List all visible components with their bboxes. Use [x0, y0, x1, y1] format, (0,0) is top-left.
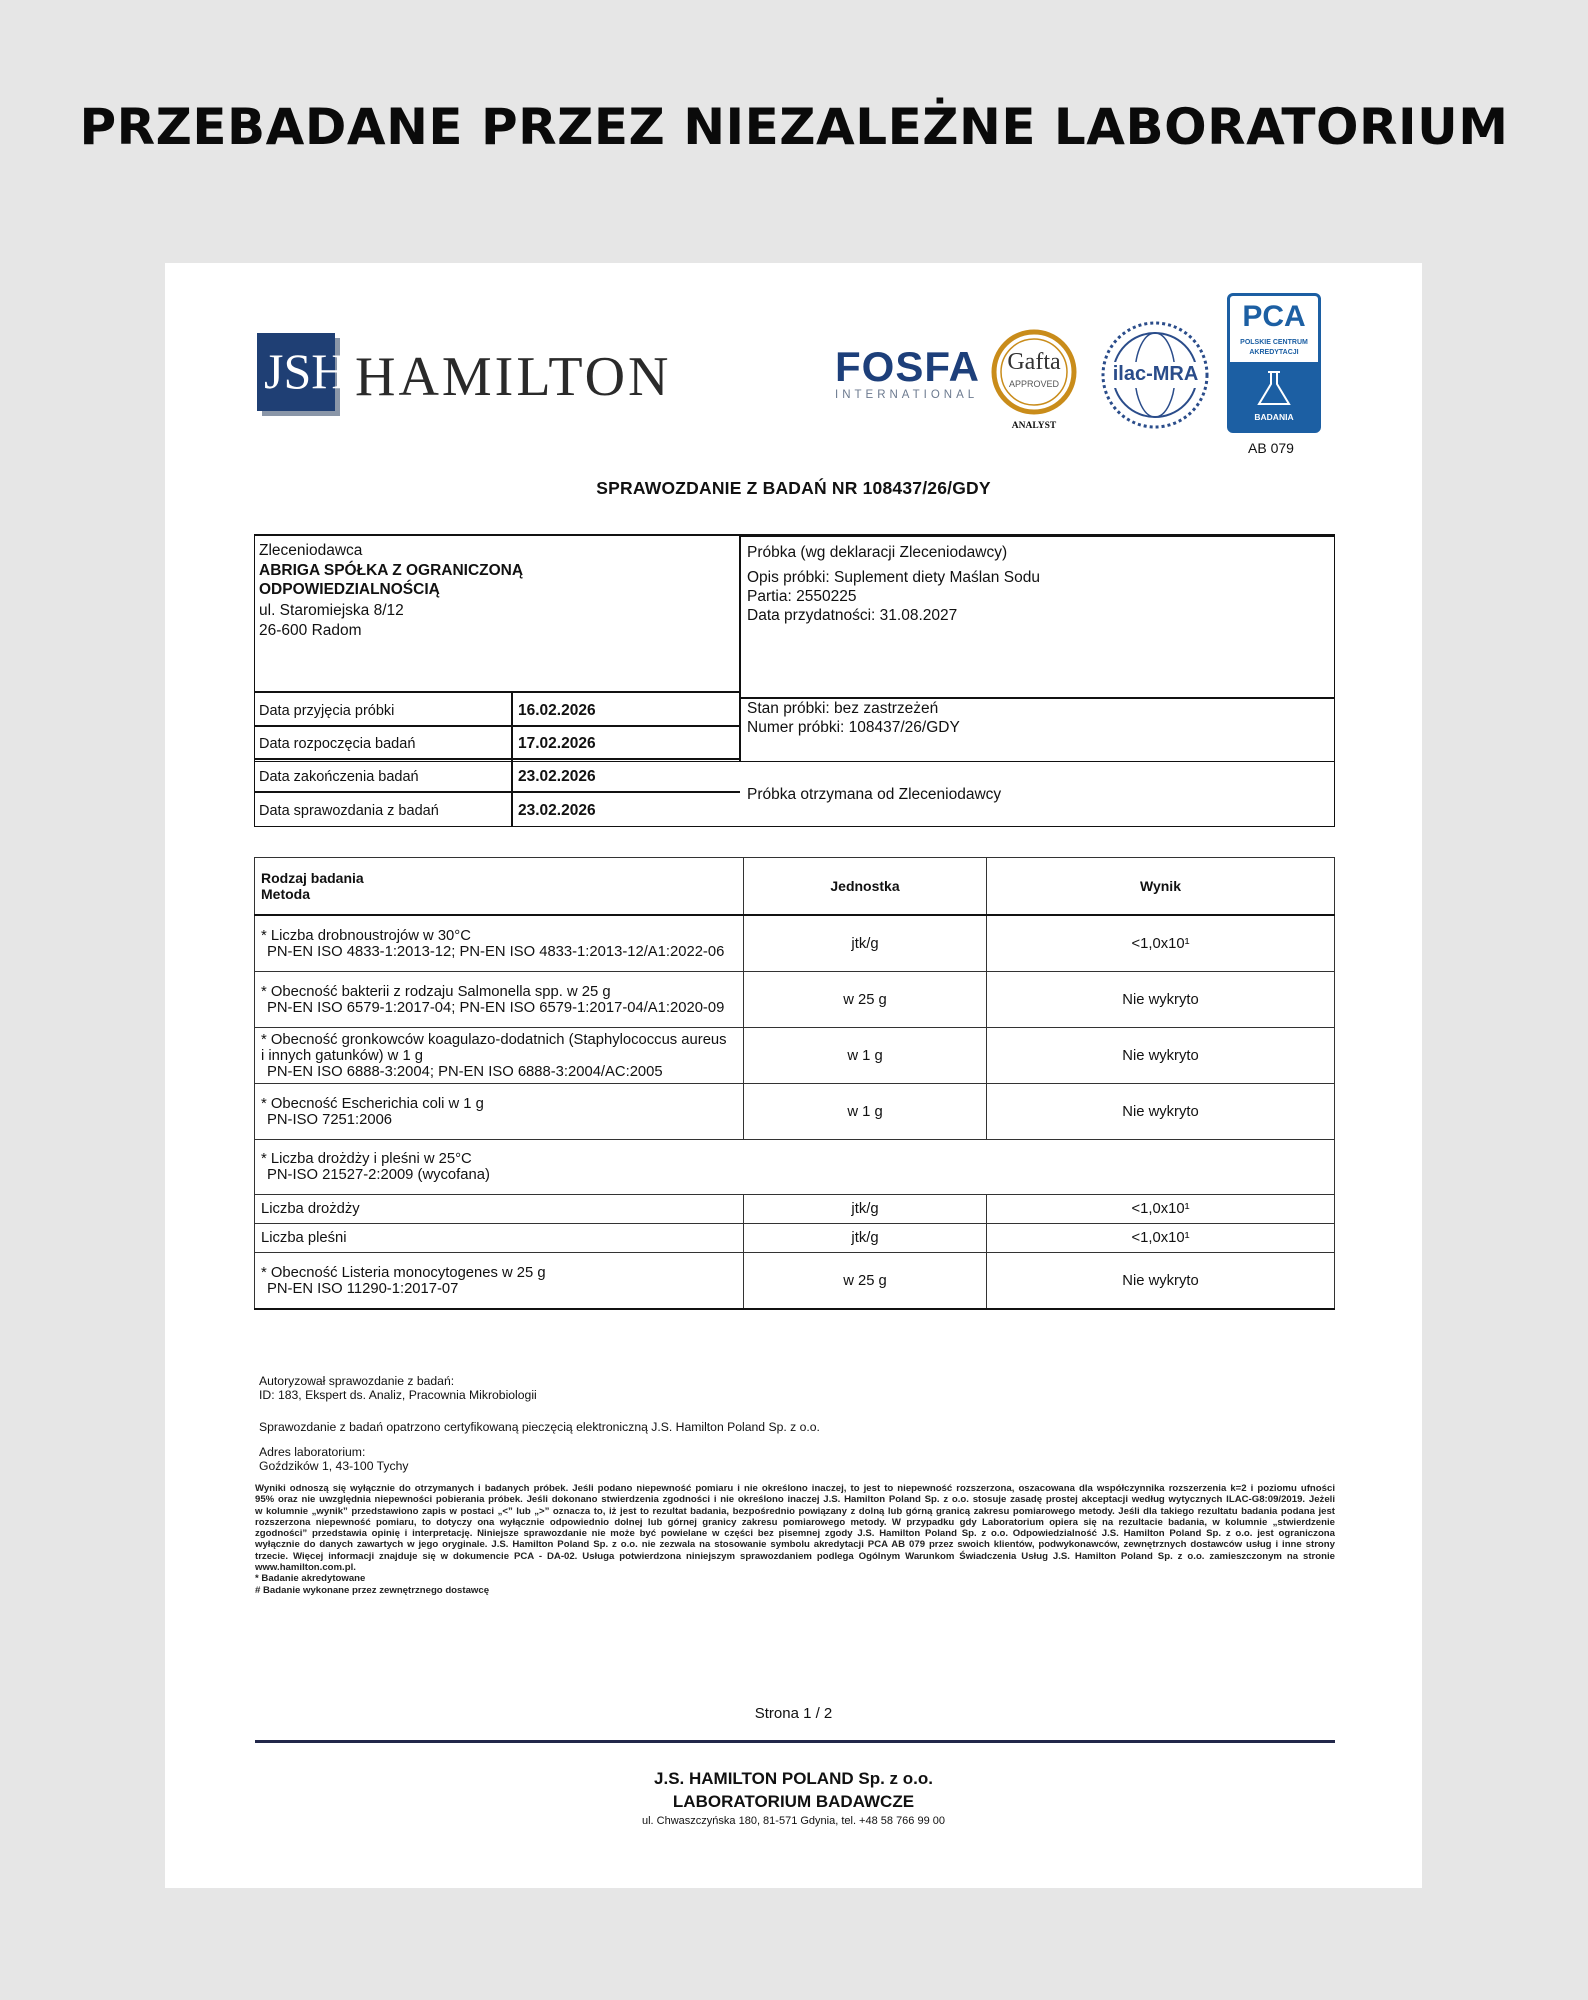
gafta-role: ANALYST: [1011, 421, 1057, 431]
date-value-end: 23.02.2026: [518, 768, 596, 785]
sample-description: Opis próbki: Suplement diety Maślan Sodu: [747, 569, 1040, 586]
monogram-text: JSH: [264, 343, 348, 399]
fine-print-line: trzecie. Więcej informacji znajduje się w dokumencie PCA - DA-02. Usługa potwierdzona niniejszym sprawozdaniem podlega Ogólnym Warunkom Świadczenia Usług J.S. Hamilton Poland Sp. z o.o. zamieszczonym na stronie: [255, 1550, 1335, 1562]
fosfa-name: FOSFA: [835, 343, 981, 390]
date-label-start: Data rozpoczęcia badań: [259, 736, 416, 752]
result-cell: Nie wykryto: [987, 1253, 1335, 1310]
date-value-received: 16.02.2026: [518, 702, 596, 719]
test-name-cell: [255, 972, 744, 1028]
unit-cell: w 25 g: [744, 1253, 987, 1310]
fine-print-line: zgodności” przedstawia opinię i interpretację. Niniejsze sprawozdanie nie może być powielane w części bez pisemnej zgody J.S. Hamilton Poland Sp. z o.o. Odpowiedzialność J.S. Hamilton Poland Sp. z o.o. jest ograniczona: [255, 1528, 1335, 1540]
pca-name: PCA: [1242, 300, 1306, 333]
pca-logo: [1227, 293, 1321, 433]
test-name: * Obecność Escherichia coli w 1 g: [261, 1095, 484, 1112]
hamilton-wordmark: HAMILTON: [355, 346, 672, 408]
footer-address: ul. Chwaszczyńska 180, 81-571 Gdynia, tel. +48 58 766 99 00: [642, 1815, 945, 1827]
footer-lab: LABORATORIUM BADAWCZE: [672, 1792, 915, 1811]
pca-badge-panel: [1230, 362, 1318, 430]
client-label: Zleceniodawca: [259, 542, 363, 559]
pca-line2: AKREDYTACJI: [1249, 349, 1299, 356]
header-result: Wynik: [987, 858, 1335, 916]
test-method: PN-EN ISO 11290-1:2017-07: [267, 1280, 459, 1297]
test-name: * Obecność bakterii z rodzaju Salmonella spp. w 25 g: [261, 983, 611, 1000]
table-row: [255, 1084, 1335, 1140]
legend-accredited: * Badanie akredytowane: [255, 1573, 366, 1585]
result-cell: Nie wykryto: [987, 1028, 1335, 1084]
result-cell: Nie wykryto: [987, 972, 1335, 1028]
info-top-border: [255, 534, 1335, 536]
test-name-cell: [255, 915, 744, 972]
table-row: [255, 1195, 1335, 1224]
unit-cell: w 1 g: [744, 1028, 987, 1084]
authorized-by: ID: 183, Ekspert ds. Analiz, Pracownia Mikrobiologii: [259, 1388, 537, 1402]
unit-cell: jtk/g: [744, 1224, 987, 1253]
unit-cell: jtk/g: [744, 915, 987, 972]
fine-print-line: Wyniki odnoszą się wyłącznie do otrzymanych i badanych próbek. Jeśli podano niepewność pomiaru i nie określono inaczej, to jest to niepewność rozszerzona, oszacowana dla współczynnika rozszerzenia k=2 i poziomu ufności: [255, 1483, 1335, 1494]
result-cell: Nie wykryto: [987, 1084, 1335, 1140]
page-number: Strona 1 / 2: [754, 1705, 833, 1722]
test-name-cell: [255, 1028, 744, 1084]
table-row: [255, 1253, 1335, 1310]
result-cell: <1,0x10¹: [987, 1224, 1335, 1253]
ilac-name: ilac-MRA: [1112, 363, 1199, 385]
fosfa-logo: [835, 343, 980, 401]
lab-report-sheet: [165, 263, 1422, 1888]
footer-divider: [255, 1740, 1335, 1743]
sample-received-from: Próbka otrzymana od Zleceniodawcy: [747, 786, 1002, 803]
test-name: * Obecność gronkowców koagulazo-dodatnich (Staphylococcus aureus: [261, 1031, 727, 1048]
fosfa-sub: INTERNATIONAL: [835, 389, 979, 401]
fine-print-line: wyłącznie do danych zawartych w jego oryginale. J.S. Hamilton Poland Sp. z o.o. nie zezwala na stosowanie symbolu akredytacji PCA AB 079 przez swoich klientów, podwykonawców, zewnętrznych dostawców usług i inne strony: [255, 1539, 1335, 1551]
fine-print-line: rozszerzona niepewność pomiaru, to dotyczy ona wyłącznie odpowiednio dolnej lub górnej granicy zakresu pomiarowego metody. W przypadku gdy Laboratorium opiera się na rezultacie badania, w kolumnie „stwierdzenie: [255, 1516, 1335, 1528]
flask-icon: [1230, 362, 1318, 412]
client-address-line1: ul. Staromiejska 8/12: [259, 602, 404, 619]
client-name-line1: ABRIGA SPÓŁKA Z OGRANICZONĄ: [259, 562, 524, 579]
date-value-start: 17.02.2026: [518, 735, 596, 752]
fine-print: [255, 1483, 1335, 1596]
sample-number: Numer próbki: 108437/26/GDY: [747, 719, 960, 736]
header-unit: Jednostka: [744, 858, 987, 916]
test-name-cont: i innych gatunków) w 1 g: [261, 1047, 424, 1064]
header-type-method: [255, 858, 744, 916]
sub-test-name: Liczba drożdży: [255, 1195, 744, 1224]
table-row: [255, 1224, 1335, 1253]
date-label-received: Data przyjęcia próbki: [259, 703, 395, 719]
unit-cell: jtk/g: [744, 1195, 987, 1224]
client-address-line2: 26-600 Radom: [259, 622, 362, 639]
test-method: PN-EN ISO 4833-1:2013-12; PN-EN ISO 4833-1:2013-12/A1:2022-06: [267, 943, 725, 960]
result-cell: <1,0x10¹: [987, 915, 1335, 972]
results-table: [254, 857, 1334, 1310]
result-cell: <1,0x10¹: [987, 1195, 1335, 1224]
gafta-logo: [989, 327, 1079, 437]
test-name-cell: [255, 1253, 744, 1310]
gafta-name: Gafta: [1007, 349, 1061, 375]
date-label-report: Data sprawozdania z badań: [259, 803, 439, 819]
pca-code: AB 079: [1248, 440, 1294, 456]
hamilton-monogram-logo: [257, 333, 348, 411]
page-headline: PRZEBADANE PRZEZ NIEZALEŻNE LABORATORIUM: [79, 98, 1509, 156]
fine-print-line: www.hamilton.com.pl.: [255, 1562, 356, 1574]
test-method: PN-EN ISO 6579-1:2017-04; PN-EN ISO 6579-1:2017-04/A1:2020-09: [267, 999, 725, 1016]
footer-company: J.S. HAMILTON POLAND Sp. z o.o.: [654, 1769, 933, 1788]
lab-address-label: Adres laboratorium:: [259, 1445, 366, 1459]
lab-address: Goździków 1, 43-100 Tychy: [259, 1459, 409, 1473]
table-row: [255, 915, 1335, 972]
client-name-line2: ODPOWIEDZIALNOŚCIĄ: [259, 581, 440, 598]
unit-cell: w 25 g: [744, 972, 987, 1028]
sample-batch: Partia: 2550225: [747, 588, 857, 605]
header-type: Rodzaj badania: [261, 870, 364, 886]
fine-print-line: w kolumnie „wynik” przedstawiono zapis w postaci „<” lub „>” oznacza to, iż jest to rezultat badania, bezpośrednio powiązany z dolną lub górną granicą zakresu pomiarowego metody. Jeśli dla takiego rezultatu badania podana jest: [255, 1505, 1335, 1517]
sample-label: Próbka (wg deklaracji Zleceniodawcy): [747, 544, 1008, 561]
date-label-end: Data zakończenia badań: [259, 769, 419, 785]
report-title: SPRAWOZDANIE Z BADAŃ NR 108437/26/GDY: [596, 478, 991, 498]
test-name-cell: [255, 1084, 744, 1140]
table-row: [255, 1028, 1335, 1084]
test-method: PN-ISO 7251:2006: [267, 1111, 393, 1128]
legend-external: # Badanie wykonane przez zewnętrznego dostawcę: [255, 1584, 490, 1596]
sub-test-name: Liczba pleśni: [255, 1224, 744, 1253]
sample-state: Stan próbki: bez zastrzeżeń: [747, 700, 939, 717]
pca-line1: POLSKIE CENTRUM: [1240, 339, 1308, 346]
header-method: Metoda: [261, 886, 310, 902]
ilac-mra-logo: [1098, 318, 1213, 433]
test-name: * Liczba drobnoustrojów w 30°C: [261, 927, 471, 944]
sample-expiry: Data przydatności: 31.08.2027: [747, 607, 958, 624]
test-method: PN-ISO 21527-2:2009 (wycofana): [267, 1167, 490, 1183]
seal-note: Sprawozdanie z badań opatrzono certyfikowaną pieczęcią elektroniczną J.S. Hamilton Poland Sp. z o.o.: [259, 1420, 820, 1434]
authorized-label: Autoryzował sprawozdanie z badań:: [259, 1374, 455, 1388]
fine-print-line: 95% oraz nie uwzględnia niepewności pobierania próbek. Jeśli dokonano stwierdzenia zgodności i nie określono inaczej J.S. Hamilton Poland Sp. z o.o. stosuje zasadę prostej akceptacji według wytycznych ILAC-G8:09/2019. Jeżeli: [255, 1494, 1335, 1506]
test-name: * Obecność Listeria monocytogenes w 25 g: [261, 1264, 546, 1281]
table-row: [255, 972, 1335, 1028]
unit-cell: w 1 g: [744, 1084, 987, 1140]
test-name: * Liczba drożdży i pleśni w 25°C: [261, 1151, 472, 1167]
gafta-approved: APPROVED: [1008, 379, 1059, 389]
date-value-report: 23.02.2026: [518, 802, 596, 819]
test-method: PN-EN ISO 6888-3:2004; PN-EN ISO 6888-3:2004/AC:2005: [267, 1063, 663, 1080]
yeast-mould-cell: [255, 1140, 1335, 1195]
table-row: [255, 1140, 1335, 1195]
pca-badania: BADANIA: [1254, 412, 1294, 422]
